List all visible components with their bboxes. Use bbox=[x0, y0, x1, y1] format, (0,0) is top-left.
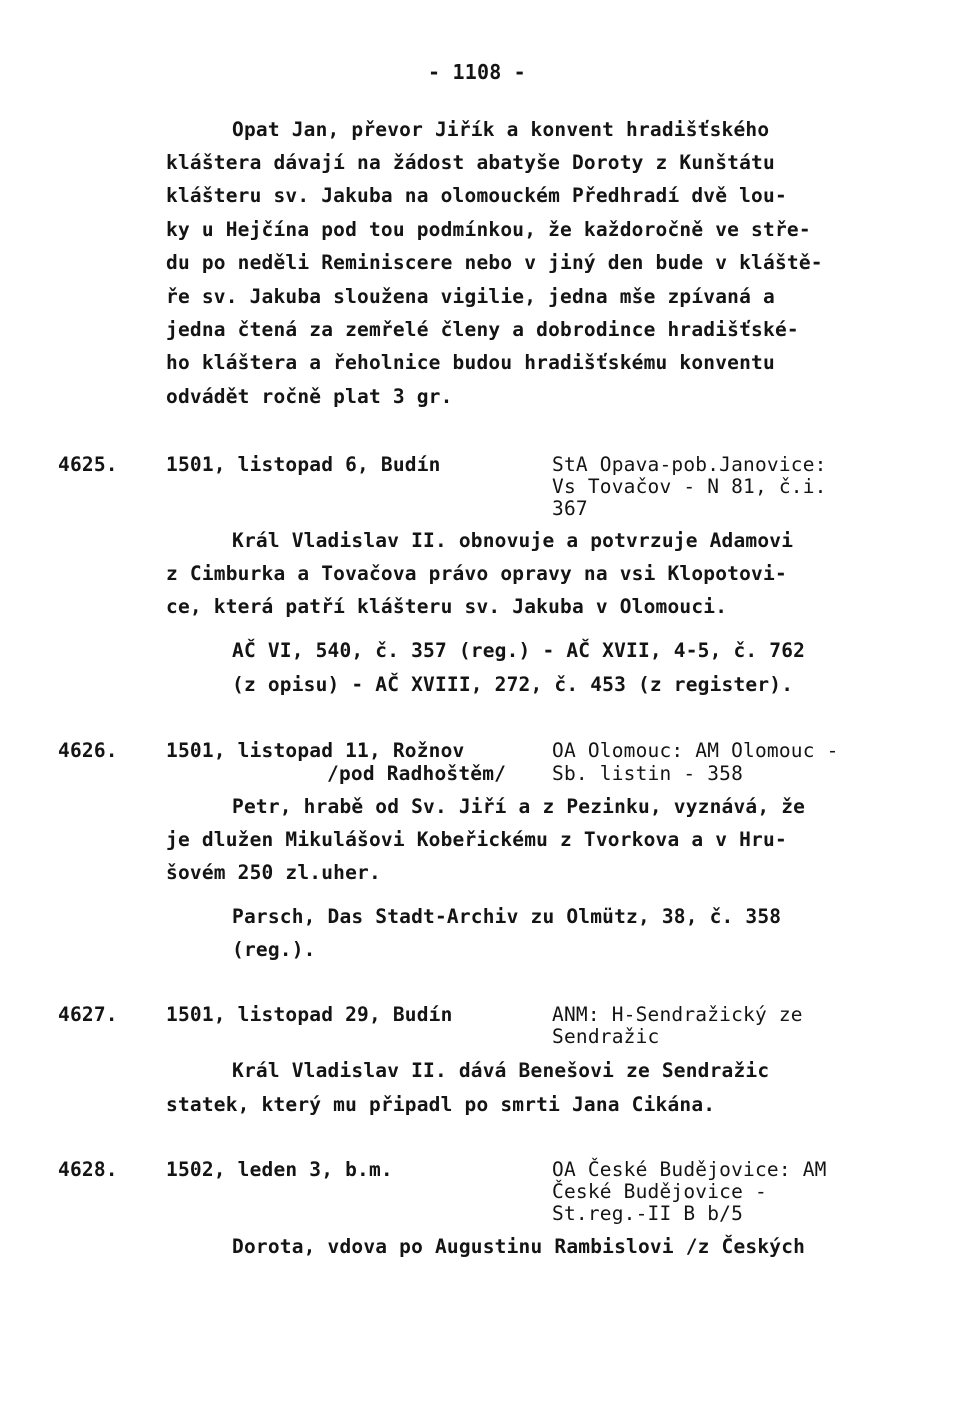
entry-body-line: ce, která patří klášteru sv. Jakuba v Olomouci. bbox=[166, 595, 728, 618]
entry-date: 1502, leden 3, b.m. bbox=[166, 1158, 393, 1181]
entry-body-line: Petr, hrabě od Sv. Jiří a z Pezinku, vyznává, že bbox=[232, 795, 806, 818]
entry-citation-line: AČ VI, 540, č. 357 (reg.) - AČ XVII, 4-5, č. 762 bbox=[232, 639, 806, 662]
entry-source-line: ANM: H-Sendražický ze bbox=[552, 1003, 803, 1026]
entry-number: 4626. bbox=[58, 739, 118, 762]
entry-source-line: České Budějovice - bbox=[552, 1180, 767, 1203]
intro-line: ho kláštera a řeholnice budou hradišťskému konventu bbox=[166, 351, 775, 374]
entry-source-line: Sendražic bbox=[552, 1025, 660, 1048]
entry-citation-line: Parsch, Das Stadt-Archiv zu Olmütz, 38, č. 358 bbox=[232, 905, 782, 928]
intro-line: ky u Hejčína pod tou podmínkou, že každoročně ve stře- bbox=[166, 218, 811, 241]
intro-line: kláštera dávají na žádost abatyše Doroty z Kunštátu bbox=[166, 151, 775, 174]
page-number: - 1108 - bbox=[428, 60, 526, 84]
entry-body-line: Král Vladislav II. obnovuje a potvrzuje Adamovi bbox=[232, 529, 794, 552]
entry-number: 4627. bbox=[58, 1003, 118, 1026]
entry-body-line: Dorota, vdova po Augustinu Rambislovi /z Českých bbox=[232, 1235, 806, 1258]
entry-date: 1501, listopad 11, Rožnov bbox=[166, 739, 465, 762]
entry-source-line: StA Opava-pob.Janovice: bbox=[552, 453, 827, 476]
entry-body-line: je dlužen Mikulášovi Kobeřickému z Tvorkova a v Hru- bbox=[166, 828, 787, 851]
entry-source-line: OA Olomouc: AM Olomouc - bbox=[552, 739, 839, 762]
intro-line: du po neděli Reminiscere nebo v jiný den bude v kláště- bbox=[166, 251, 823, 274]
intro-line: Opat Jan, převor Jiřík a konvent hradišťského bbox=[232, 118, 770, 141]
entry-body-line: Král Vladislav II. dává Benešovi ze Sendražic bbox=[232, 1059, 770, 1082]
entry-source-line: St.reg.-II B b/5 bbox=[552, 1202, 744, 1225]
entry-body-line: z Cimburka a Tovačova právo opravy na vsi Klopotovi- bbox=[166, 562, 787, 585]
entry-date: 1501, listopad 6, Budín bbox=[166, 453, 441, 476]
entry-number: 4625. bbox=[58, 453, 118, 476]
entry-body-line: statek, který mu připadl po smrti Jana Cikána. bbox=[166, 1093, 716, 1116]
entry-citation-line: (reg.). bbox=[232, 938, 316, 961]
entry-date: 1501, listopad 29, Budín bbox=[166, 1003, 453, 1026]
entry-number: 4628. bbox=[58, 1158, 118, 1181]
entry-body-line: šovém 250 zl.uher. bbox=[166, 861, 381, 884]
intro-line: jedna čtená za zemřelé členy a dobrodince hradišťské- bbox=[166, 318, 799, 341]
entry-source-line: 367 bbox=[552, 497, 588, 520]
entry-date: /pod Radhoštěm/ bbox=[327, 762, 507, 785]
intro-line: ře sv. Jakuba sloužena vigilie, jedna mše zpívaná a bbox=[166, 285, 775, 308]
entry-source-line: OA České Budějovice: AM bbox=[552, 1158, 827, 1181]
intro-line: klášteru sv. Jakuba na olomouckém Předhradí dvě lou- bbox=[166, 184, 787, 207]
entry-source-line: Sb. listin - 358 bbox=[552, 762, 744, 785]
entry-citation-line: (z opisu) - AČ XVIII, 272, č. 453 (z register). bbox=[232, 673, 794, 696]
entry-source-line: Vs Tovačov - N 81, č.i. bbox=[552, 475, 827, 498]
intro-line: odvádět ročně plat 3 gr. bbox=[166, 385, 453, 408]
